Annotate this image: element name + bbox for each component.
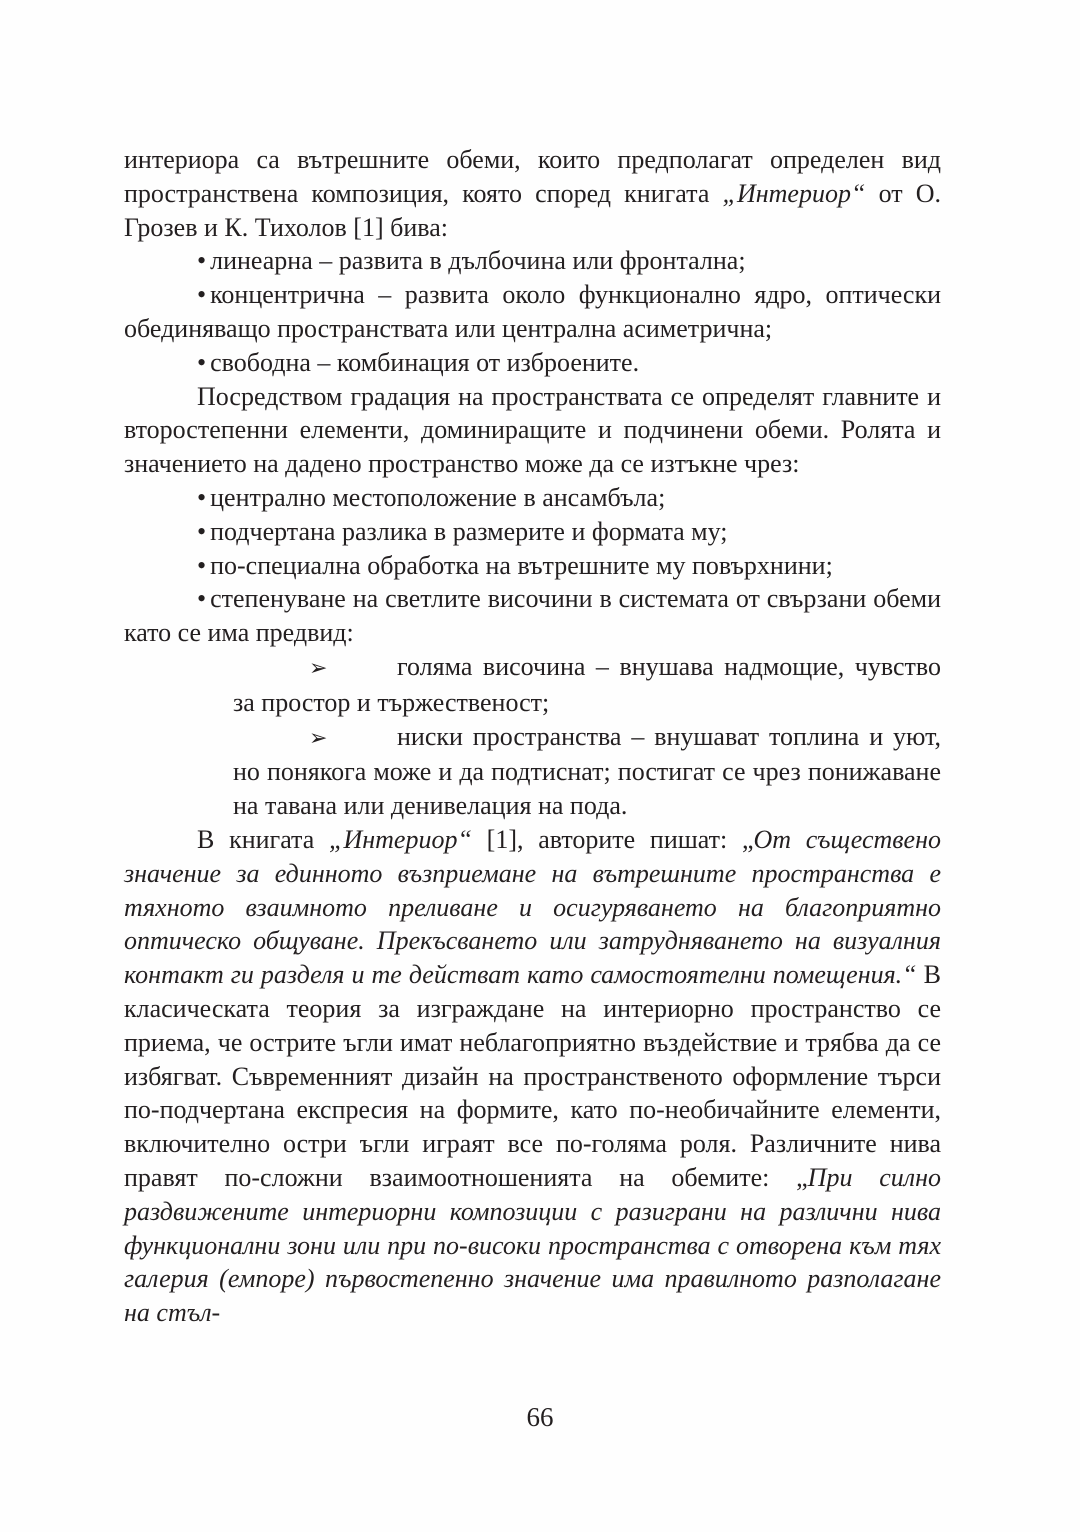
arrow-bullet-icon: ➢ [309,725,328,751]
book-title: „Интериор“ [329,824,472,854]
list-item-text: линеарна – развита в дълбочина или фронтална; [210,246,746,276]
intro-text-end: от О. Грозев и К. Тихолов [1] бива: [124,178,941,242]
sub-list-item [233,720,941,823]
list-item-text: свободна – комбинация от изброените. [210,347,640,377]
body-text [124,143,941,1330]
paragraph-text: В класическата теория за изграждане на интериорно пространство се приема, че острите ъгли имат неблагоприятно въздействие и трябва да се избягват. Съвременният дизайн на пространственото оформление търси по-подчертана експресия на формите, като по-необичайните елементи, включително остри ъгли играят все по-голяма роля. Различните нива правят по-сложни взаимоотношенията на обемите: „ [124,960,941,1192]
intro-text: интериора са вътрешните обеми, които предполагат определен вид пространствена композиция, която според книгата [124,145,941,208]
paragraph-intro [124,143,941,244]
bullet-icon: • [197,584,207,614]
page-number: 66 [526,1402,554,1432]
book-title: „Интериор“ [722,178,866,208]
bullet-icon: • [197,482,207,512]
bullet-icon: • [197,347,207,377]
quote-lead-text: В книгата [197,824,330,854]
list-item [124,244,941,278]
sub-list-item-text: голяма височина – внушава надмощие, чувство за простор и тържественост; [233,651,941,717]
arrow-bullet-icon: ➢ [309,655,328,681]
sub-list-item [233,650,941,720]
bullet-icon: • [197,246,207,276]
list-item [124,515,941,549]
sub-list-item-text: ниски пространства – внушават топлина и уют, но понякога може и да подтиснат; постигат се чрез понижаване на тавана или денивелация на пода. [233,721,941,821]
bullet-icon: • [197,280,207,310]
quote-mid-text: [1], авторите пишат: „ [471,824,754,854]
paragraph-gradation: Посредством градация на пространствата се определят главните и второстепенни елементи, доминиращите и подчинени обеми. Ролята и значението на дадено пространство може да се изтъкне чрез: [124,381,941,479]
quotation: При силно раздвижените интериорни композиции с разиграни на различни нива функционални зони или при по-високи пространства с отворена към тях галерия (емпоре) първостепенно значение има правилното разполагане на стъл- [124,1162,941,1328]
list-item [124,549,941,583]
list-item-text: степенуване на светлите височини в системата от свързани обеми като се има предвид: [124,584,941,648]
list-item-text: централно местоположение в ансамбъла; [210,482,666,512]
list-item-text: по-специална обработка на вътрешните му повърхнини; [210,550,833,580]
list-item [124,582,941,650]
list-item [124,346,941,380]
bullet-icon: • [197,516,207,546]
list-item-text: подчертана разлика в размерите и формата му; [210,516,728,546]
bullet-icon: • [197,550,207,580]
list-item [124,481,941,515]
list-item-text: концентрична – развита около функционално ядро, оптически обединяващо пространствата или централна асиметрична; [124,280,941,343]
list-item [124,278,941,346]
paragraph-quote [124,823,941,1330]
quotation: От съществено значение за единното възприемане на вътрешните пространства е тяхното взаимното преливане и осигуряването на благоприятно оптическо общуване. Прекъсването или затрудняването на визуалния контакт ги разделя и те действат като самостоятелни помещения.“ [124,824,941,990]
